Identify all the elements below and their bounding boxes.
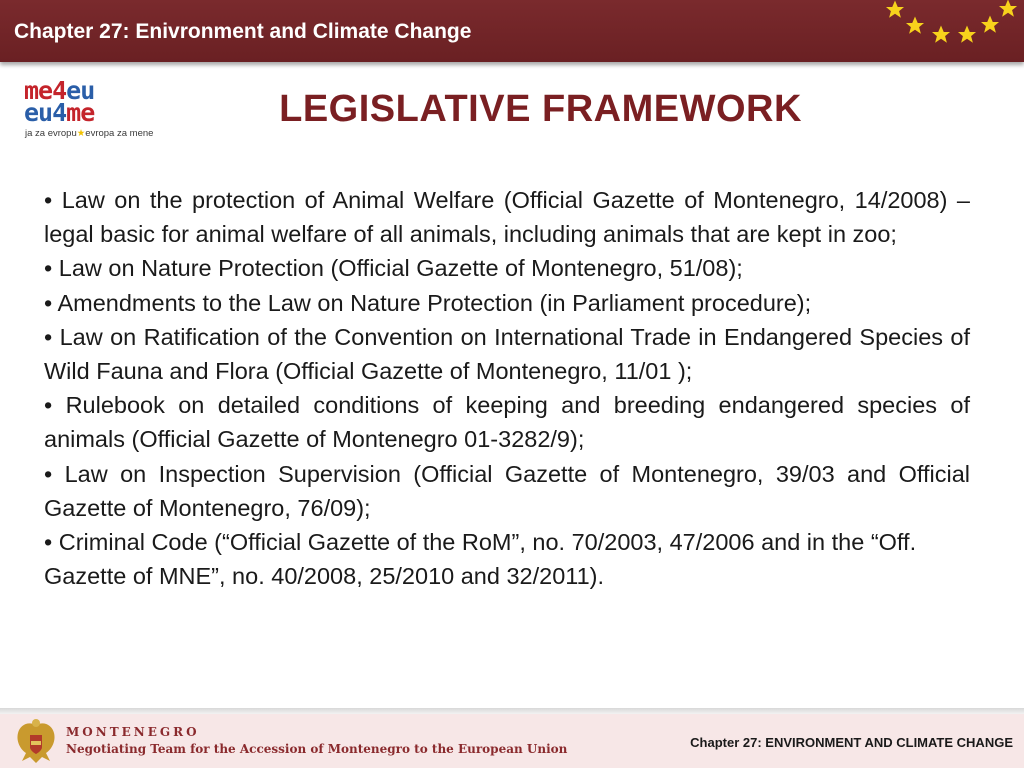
logo-line-1: me4eu (24, 76, 95, 105)
logo-tagline: ja za evropu★evropa za mene (25, 128, 154, 139)
list-item: • Law on Inspection Supervision (Official Gazette of Montenegro, 39/03 and Official Gazette of Montenegro, 76/09); (44, 460, 970, 521)
logo-line-2: eu4me (24, 98, 95, 127)
star-icon (932, 26, 950, 43)
list-item: • Rulebook on detailed conditions of keeping and breeding endangered species of animals (Official Gazette of Montenegro 01-3282/9); (44, 392, 970, 453)
footer-bar (0, 714, 1024, 768)
header-bar (0, 0, 1024, 62)
list-item: • Amendments to the Law on Nature Protection (in Parliament procedure); (44, 289, 812, 316)
star-icon (999, 0, 1017, 17)
star-icon (906, 17, 924, 34)
footer-team: Negotiating Team for the Accession of Montenegro to the European Union (66, 742, 568, 756)
list-item: • Law on Ratification of the Convention on International Trade in Endangered Species of Wild Fauna and Flora (Official Gazette of Montenegro, 11/01 ); (44, 323, 970, 385)
montenegro-coat-of-arms-icon (12, 717, 60, 767)
list-item: • Law on the protection of Animal Welfare (Official Gazette of Montenegro, 14/2008) – legal basic for animal welfare of all animals, including animals that are kept in zoo; (44, 187, 970, 248)
list-item: • Criminal Code (“Official Gazette of the RoM”, no. 70/2003, 47/2006 and in the “Off. Gazette of MNE”, no. 40/2008, 25/2010 and 32/2011). (44, 529, 917, 590)
footer-chapter: Chapter 27: ENVIRONMENT AND CLIMATE CHANGE (690, 735, 1013, 750)
list-item: • Law on Nature Protection (Official Gazette of Montenegro, 51/08); (44, 255, 743, 282)
page-title: LEGISLATIVE FRAMEWORK (279, 88, 802, 130)
chapter-title: Chapter 27: Enivronment and Climate Change (14, 20, 472, 43)
star-icon (886, 0, 904, 17)
eu-stars-icon (880, 0, 1024, 62)
star-icon: ★ (76, 128, 86, 139)
legislation-list (44, 183, 970, 593)
footer-country: MONTENEGRO (66, 725, 200, 739)
star-icon (958, 26, 976, 43)
star-icon (981, 16, 999, 33)
